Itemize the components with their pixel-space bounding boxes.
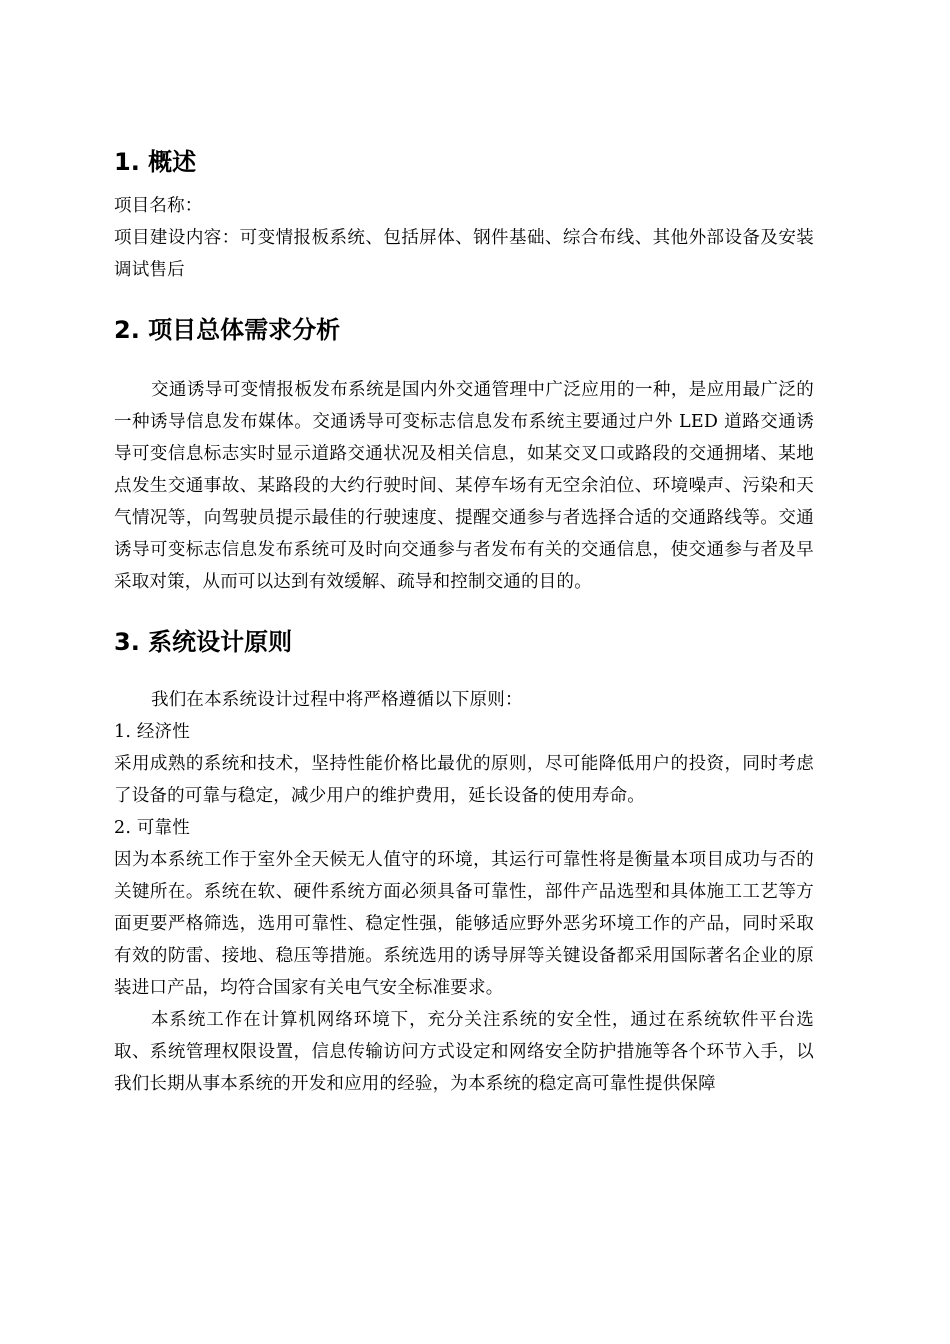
section-heading-overview: 1. 概述 — [114, 148, 197, 176]
principle-reliability-title: 2. 可靠性 — [114, 818, 190, 838]
requirements-paragraph: 交通诱导可变情报板发布系统是国内外交通管理中广泛应用的一种，是应用最广泛的一种诱导信息发布媒体。交通诱导可变标志信息发布系统主要通过户外 LED 道路交通诱导可变信息标志实时显示道路交通状况及相关信息，如某交叉口或路段的交通拥堵、某地点发生交通事故、某路段的大约行驶时间、某停车场有无空余泊位、环境噪声、污染和天气情况等，向驾驶员提示最佳的行驶速度、提醒交通参与者选择合适的交通路线等。交通诱导可变标志信息发布系统可及时向交通参与者发布有关的交通信息，使交通参与者及早采取对策，从而可以达到有效缓解、疏导和控制交通的目的。 — [114, 380, 814, 592]
principle-security-text: 本系统工作在计算机网络环境下，充分关注系统的安全性，通过在系统软件平台选取、系统管理权限设置，信息传输访问方式设定和网络安全防护措施等各个环节入手，以我们长期从事本系统的开发和应用的经验，为本系统的稳定高可靠性提供保障 — [114, 1010, 814, 1094]
principle-reliability-text: 因为本系统工作于室外全天候无人值守的环境，其运行可靠性将是衡量本项目成功与否的关键所在。系统在软、硬件系统方面必须具备可靠性，部件产品选型和具体施工工艺等方面更要严格筛选，选用可靠性、稳定性强，能够适应野外恶劣环境工作的产品，同时采取有效的防雷、接地、稳压等措施。系统选用的诱导屏等关键设备都采用国际著名企业的原装进口产品，均符合国家有关电气安全标准要求。 — [114, 850, 814, 998]
section-heading-requirements: 2. 项目总体需求分析 — [114, 316, 341, 344]
project-content-line: 项目建设内容：可变情报板系统、包括屏体、钢件基础、综合布线、其他外部设备及安装调试售后 — [114, 228, 814, 280]
principle-economy-title: 1. 经济性 — [114, 722, 190, 742]
project-name-line: 项目名称： — [114, 196, 203, 216]
principles-intro: 我们在本系统设计过程中将严格遵循以下原则： — [151, 690, 523, 710]
section-heading-design-principles: 3. 系统设计原则 — [114, 628, 293, 656]
principle-economy-text: 采用成熟的系统和技术，坚持性能价格比最优的原则，尽可能降低用户的投资，同时考虑了设备的可靠与稳定，减少用户的维护费用，延长设备的使用寿命。 — [114, 754, 814, 806]
document-body — [114, 140, 814, 1100]
